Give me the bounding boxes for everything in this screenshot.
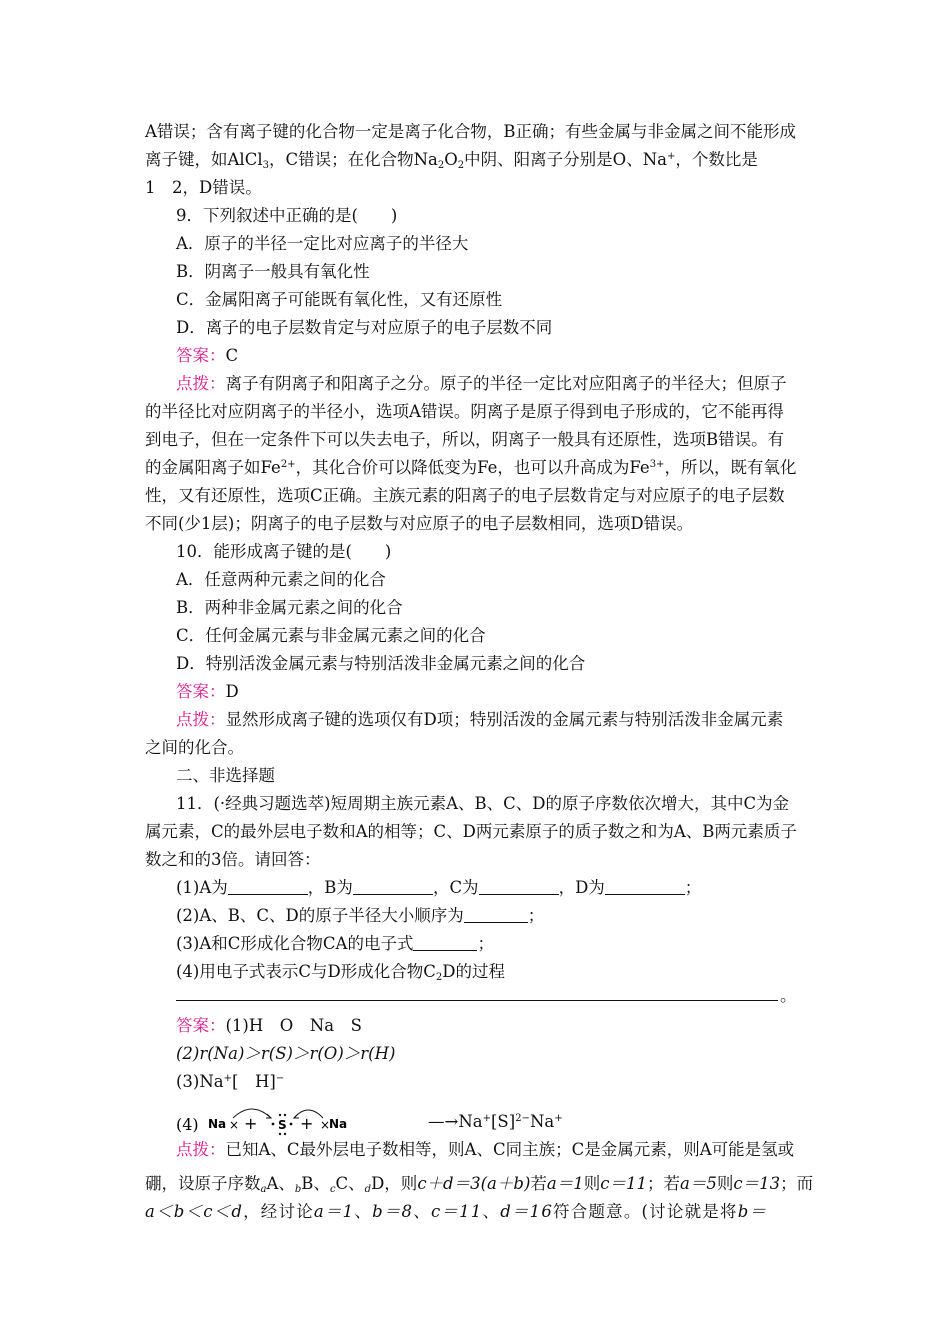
na-atom-right: Na	[329, 1117, 348, 1131]
text-line: 之间的化合。	[145, 738, 244, 757]
text-line: 硼，设原子序数$_a$A、$_b$B、$_c$C、$_d$D，则c＋d＝3(a＋b)若a＝1则c＝11；若a＝5则c＝13；而	[145, 1174, 814, 1195]
text-line: 离子键，如AlCl$_3$，C错误；在化合物$Na_2O_2$中阴、阳离子分别是O、Na+，个数比是	[145, 150, 758, 171]
answer-label: 答案：	[176, 1016, 226, 1035]
text-line: a＜b＜c＜d，经讨论a＝1、b＝8、c＝11、d＝16符合题意。(讨论就是将b＝	[145, 1202, 768, 1221]
answer-11-3: (3)Na+[ H]−	[176, 1072, 285, 1091]
option-d: D．离子的电子层数肯定与对应原子的电子层数不同	[176, 318, 553, 337]
option-a: A．原子的半径一定比对应离子的半径大	[176, 234, 469, 253]
period-mark: 。	[780, 986, 797, 1005]
text-line: 属元素，C的最外层电子数和A的相等；C、D两元素原子的质子数之和为A、B两元素质子	[145, 822, 797, 841]
tip-label: 点拨：	[176, 1140, 226, 1159]
tip-label: 点拨：	[176, 374, 226, 393]
option-a: A．任意两种元素之间的化合	[176, 570, 386, 589]
plus-sign: +	[244, 1114, 258, 1133]
option-b: B．阴离子一般具有氧化性	[176, 262, 370, 281]
plus-sign: +	[300, 1114, 314, 1133]
tip-10: 点拨：显然形成离子键的选项仅有D项；特别活泼的金属元素与特别活泼非金属元素	[176, 710, 784, 729]
text-line: 的金属阳离子如$Fe^{2+}$，其化合价可以降低变为Fe，也可以升高成为$Fe^{3+}$，所以，既有氧化	[145, 458, 797, 477]
question-10: 10．能形成离子键的是( )	[176, 542, 392, 561]
answer-rule	[176, 1000, 778, 1001]
answer-11-2: (2)r(Na)＞r(S)＞r(O)＞r(H)	[176, 1044, 396, 1063]
q11-part-2: (2)A、B、C、D的原子半径大小顺序为 ；	[176, 906, 545, 925]
text-line: A错误；含有离子键的化合物一定是离子化合物，B正确；有些金属与非金属之间不能形成	[145, 122, 797, 141]
blank-line	[413, 934, 477, 951]
svg-text:(4): (4)	[176, 1115, 199, 1134]
text-line: 的半径比对应阴离子的半径小，选项A错误。阴离子是原子得到电子形成的，它不能再得	[145, 402, 784, 421]
tip-11: 点拨：已知A、C最外层电子数相等，则A、C同主族；C是金属元素，则A可能是氢或	[176, 1140, 795, 1159]
text-line: 性，又有还原性，选项C正确。主族元素的阳离子的电子层数肯定与对应原子的电子层数	[145, 486, 785, 505]
answer-label: 答案：	[176, 346, 226, 365]
blank-line	[228, 878, 308, 895]
text-line: 1 2，D错误。	[145, 178, 262, 197]
q11-part-1: (1)A为 ，B为 ，C为 ，D为 ；	[176, 878, 702, 897]
sulfur-atom: S	[278, 1118, 287, 1132]
question-9: 9．下列叙述中正确的是( )	[176, 206, 398, 225]
option-d: D．特别活泼金属元素与特别活泼非金属元素之间的化合	[176, 654, 586, 673]
option-c: C．金属阳离子可能既有氧化性，又有还原性	[176, 290, 503, 309]
text-line: 数之和的3倍。请回答：	[145, 850, 321, 869]
section-heading: 二、非选择题	[176, 766, 275, 785]
tip-9: 点拨：离子有阴离子和阳离子之分。原子的半径一定比对应阳离子的半径大；但原子	[176, 374, 787, 393]
text-line: 到电子，但在一定条件下可以失去电子，所以，阴离子一般具有还原性，选项B错误。有	[145, 430, 785, 449]
tip-label: 点拨：	[176, 710, 226, 729]
answer-9: 答案：C	[176, 346, 239, 365]
q11-part-3: (3)A和C形成化合物CA的电子式 ；	[176, 934, 494, 953]
electron-x-right: ×	[320, 1118, 331, 1132]
option-b: B．两种非金属元素之间的化合	[176, 598, 403, 617]
q11-part-4: (4)用电子式表示C与D形成化合物$C_2D$的过程	[176, 962, 505, 983]
blank-line	[464, 906, 528, 923]
option-c: C．任何金属元素与非金属元素之间的化合	[176, 626, 486, 645]
blank-line	[353, 878, 433, 895]
question-11: 11．(·经典习题选萃)短周期主族元素A、B、C、D的原子序数依次增大，其中C为金	[176, 794, 790, 813]
answer-11: 答案：(1)H O Na S	[176, 1016, 362, 1035]
blank-line	[605, 878, 685, 895]
answer-10: 答案：D	[176, 682, 239, 701]
product-formula: $—\to Na^+[S]^{2-}Na^+$	[428, 1112, 563, 1131]
answer-label: 答案：	[176, 682, 226, 701]
electron-x-left: ×	[229, 1118, 240, 1132]
text-line: 不同(少1层)；阴离子的电子层数与对应原子的电子层数相同，选项D错误。	[145, 514, 694, 533]
blank-line	[479, 878, 559, 895]
na-atom-left: Na	[208, 1117, 227, 1131]
